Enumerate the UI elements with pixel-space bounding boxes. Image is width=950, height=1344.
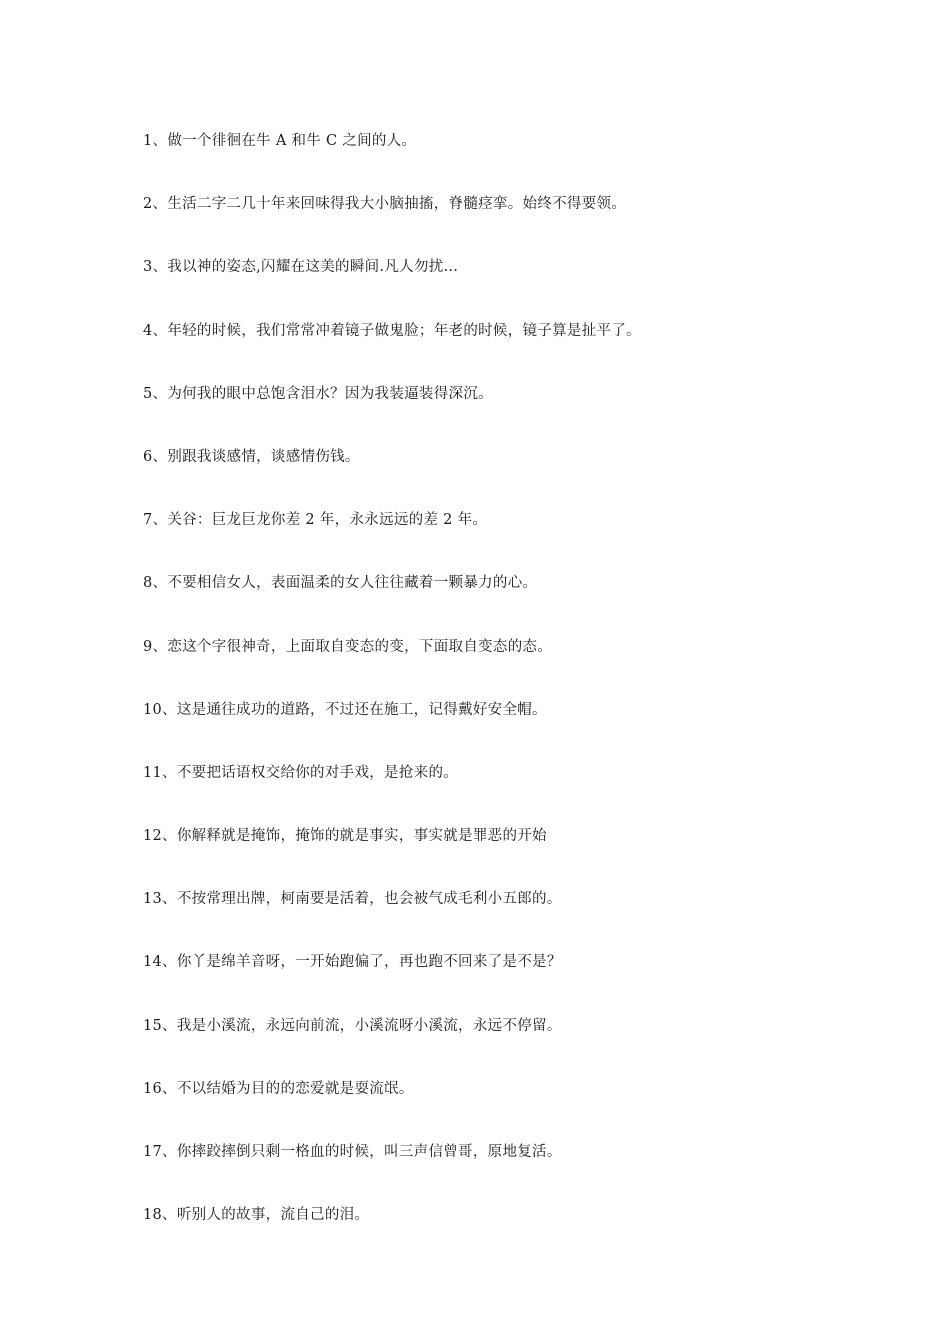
list-item: 11、不要把话语权交给你的对手戏，是抢来的。 (143, 764, 459, 781)
list-item: 9、恋这个字很神奇，上面取自变态的变，下面取自变态的态。 (143, 638, 553, 655)
list-item: 4、年轻的时候，我们常常冲着镜子做鬼脸；年老的时候，镜子算是扯平了。 (143, 322, 641, 339)
list-item: 6、别跟我谈感情，谈感情伤钱。 (143, 448, 360, 465)
list-item: 2、生活二字二几十年来回味得我大小脑抽搐，脊髓痉挛。始终不得要领。 (143, 196, 627, 213)
list-item: 14、你丫是绵羊音呀，一开始跑偏了，再也跑不回来了是不是？ (143, 954, 562, 971)
list-item: 12、你解释就是掩饰，掩饰的就是事实，事实就是罪恶的开始 (143, 828, 547, 845)
list-item: 8、不要相信女人，表面温柔的女人往往藏着一颗暴力的心。 (143, 575, 538, 592)
list-item: 5、为何我的眼中总饱含泪水？因为我装逼装得深沉。 (143, 385, 493, 402)
list-item: 15、我是小溪流，永远向前流，小溪流呀小溪流，永远不停留。 (143, 1017, 562, 1034)
list-item: 3、我以神的姿态,闪耀在这美的瞬间.凡人勿扰… (143, 259, 459, 276)
list-item: 1、做一个徘徊在牛 A 和牛 C 之间的人。 (143, 133, 417, 149)
list-item: 13、不按常理出牌，柯南要是活着，也会被气成毛利小五郎的。 (143, 891, 562, 908)
list-item: 17、你摔跤摔倒只剩一格血的时候，叫三声信曾哥，原地复活。 (143, 1144, 562, 1160)
list-item: 10、这是通往成功的道路，不过还在施工，记得戴好安全帽。 (143, 701, 547, 718)
list-item: 18、听别人的故事，流自己的泪。 (143, 1207, 370, 1224)
list-item: 7、关谷：巨龙巨龙你差 2 年，永永远远的差 2 年。 (143, 512, 488, 529)
quote-list (143, 128, 903, 1265)
list-item: 16、不以结婚为目的的恋爱就是耍流氓。 (143, 1080, 414, 1097)
